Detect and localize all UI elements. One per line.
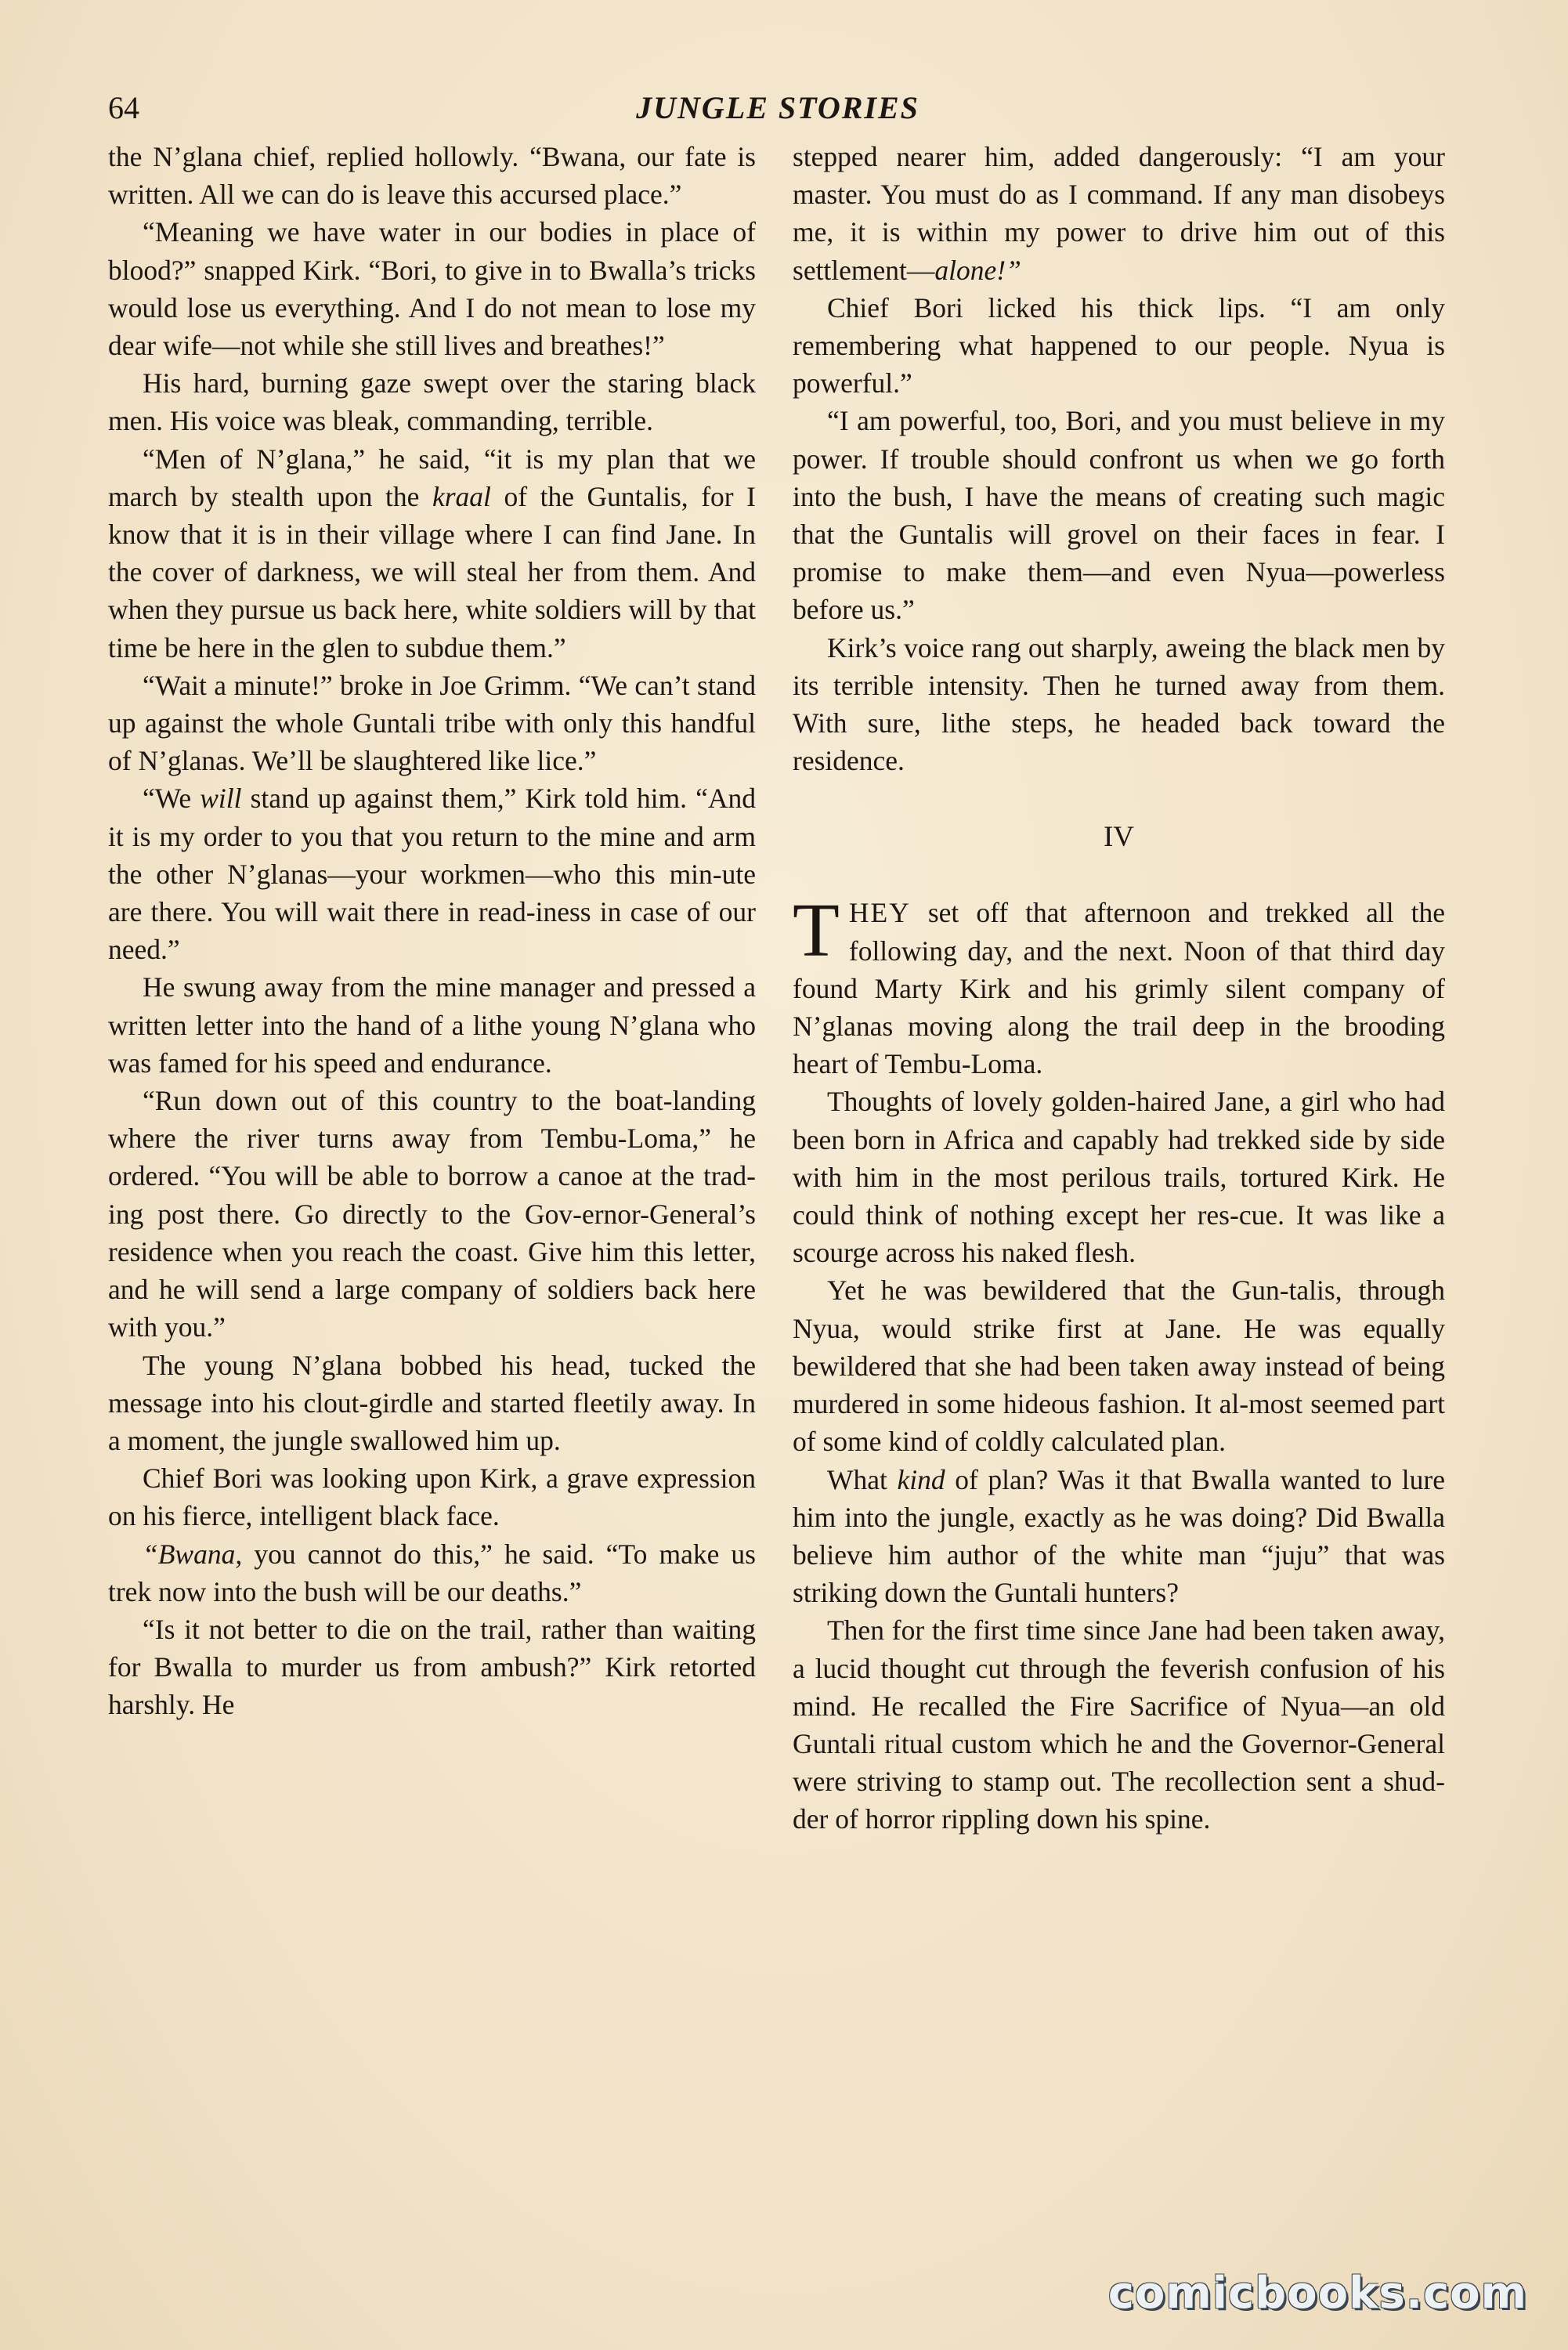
text-run: stand up against them,” Kirk told him. “And it is my order to you that you return to the mine and arm the other N’glanas—your workmen—who this min-ute are there. You will wait there in read-iness in case of our need.” <box>108 783 756 966</box>
text-run: stepped nearer him, added dangerously: “I am your master. You must do as I command. If any man disobeys me, it is within my power to drive him out of this settlement— <box>793 141 1445 286</box>
paragraph: “Run down out of this country to the boat-landing where the river turns away from Tembu-Loma,” he ordered. “You will be able to borrow a canoe at the trad-ing post there. Go directly to the Gov-ernor-General’s residence when you reach the coast. Give him this letter, and he will send a large company of soldiers back here with you.” <box>108 1085 756 1343</box>
small-caps-text: HEY <box>848 897 911 929</box>
paragraph: His hard, burning gaze swept over the staring black men. His voice was bleak, commanding, terrible. <box>108 367 756 437</box>
italic-text: “Bwana, <box>143 1538 243 1570</box>
paragraph <box>793 138 1445 289</box>
italic-text: kind <box>897 1463 945 1495</box>
paragraph: the N’glana chief, replied hollowly. “Bwana, our fate is written. All we can do is leave this accursed place.” <box>108 141 756 211</box>
page-header <box>108 85 1447 132</box>
italic-text: alone!” <box>934 254 1021 286</box>
paragraph <box>108 440 756 667</box>
paragraph: He swung away from the mine manager and pressed a written letter into the hand of a lithe young N’glana who was famed for his speed and endurance. <box>108 971 756 1079</box>
running-title: JUNGLE STORIES <box>636 90 919 125</box>
text-run: “Men of N’glana,” he said, “it is my plan that we march by stealth upon the <box>108 443 756 512</box>
paragraph: Chief Bori licked his thick lips. “I am only remembering what happened to our people. Nyua is powerful.” <box>793 291 1445 400</box>
paragraph: Chief Bori was looking upon Kirk, a grave expression on his fierce, intelligent black face. <box>108 1462 756 1532</box>
text-run: you cannot do this,” he said. “To make us trek now into the bush will be our deaths.” <box>108 1538 756 1607</box>
paragraph: “Meaning we have water in our bodies in place of blood?” snapped Kirk. “Bori, to give in to Bwalla’s tricks would lose us everything. And I do not mean to lose my dear wife—not while she still lives and breathes!” <box>108 216 756 362</box>
text-run: of the Guntalis, for I know that it is in their village where I can find Jane. In the cover of darkness, we will steal her from them. And when they pursue us back here, white soldiers will by that time be here in the glen to subdue them.” <box>108 480 756 663</box>
text-run: “We <box>143 783 201 815</box>
paragraph: “Is it not better to die on the trail, rather than waiting for Bwalla to murder us from ambush?” Kirk retorted harshly. He <box>108 1613 756 1721</box>
text-run: of plan? Was it that Bwalla wanted to lure him into the jungle, exactly as he was doing? Did Bwalla believe him author of the white man “juju” that was striking down the Guntali hunters? <box>793 1463 1445 1609</box>
page-number: 64 <box>108 90 139 125</box>
paragraph: “Wait a minute!” broke in Joe Grimm. “We can’t stand up against the whole Guntali tribe with only this handful of N’glanas. We’ll be slaughtered like lice.” <box>108 669 756 777</box>
paragraph: The young N’glana bobbed his head, tucked the message into his clout-girdle and started fleetily away. In a moment, the jungle swallowed him up. <box>108 1349 756 1456</box>
left-column <box>108 138 756 1724</box>
italic-text: kraal <box>432 480 491 512</box>
paragraph <box>793 888 1445 1083</box>
watermark: comicbooks.com <box>1107 2268 1527 2319</box>
paragraph: “I am powerful, too, Bori, and you must believe in my power. If trouble should confront us when we go forth into the bush, I have the means of creating such magic that the Guntalis will grovel on their faces in fear. I promise to make them—and even Nyua—powerless before us.” <box>793 405 1445 626</box>
right-column <box>793 138 1445 1838</box>
paragraph: Kirk’s voice rang out sharply, aweing the black men by its terrible intensity. Then he turned away from them. With sure, lithe steps, he headed back toward the residence. <box>793 631 1445 777</box>
paragraph: Then for the first time since Jane had been taken away, a lucid thought cut through the feverish confusion of his mind. He recalled the Fire Sacrifice of Nyua—an old Guntali ritual custom which he and the Governor-General were striving to stamp out. The recollection sent a shud-der of horror rippling down his spine. <box>793 1614 1445 1835</box>
paragraph: Thoughts of lovely golden-haired Jane, a girl who had been born in Africa and capably had trekked side by side with him in the most perilous trails, tortured Kirk. He could think of nothing except her res-cue. It was like a scourge across his naked flesh. <box>793 1086 1445 1269</box>
text-run: set off that afternoon and trekked all the following day, and the next. Noon of that third day found Marty Kirk and his grimly silent company of N’glanas moving along the trail deep in the brooding heart of Tembu-Loma. <box>793 897 1445 1080</box>
drop-cap: T <box>793 888 840 974</box>
paragraph <box>108 779 756 968</box>
paragraph <box>793 1461 1445 1612</box>
paragraph <box>108 1535 756 1611</box>
section-number: IV <box>1103 821 1135 854</box>
text-run: What <box>827 1463 898 1495</box>
paragraph: Yet he was bewildered that the Gun-talis, through Nyua, would strike first at Jane. He was equally bewildered that she had been taken away instead of being murdered in some hideous fashion. It al-most seemed part of some kind of coldly calculated plan. <box>793 1274 1445 1458</box>
italic-text: will <box>200 783 242 815</box>
